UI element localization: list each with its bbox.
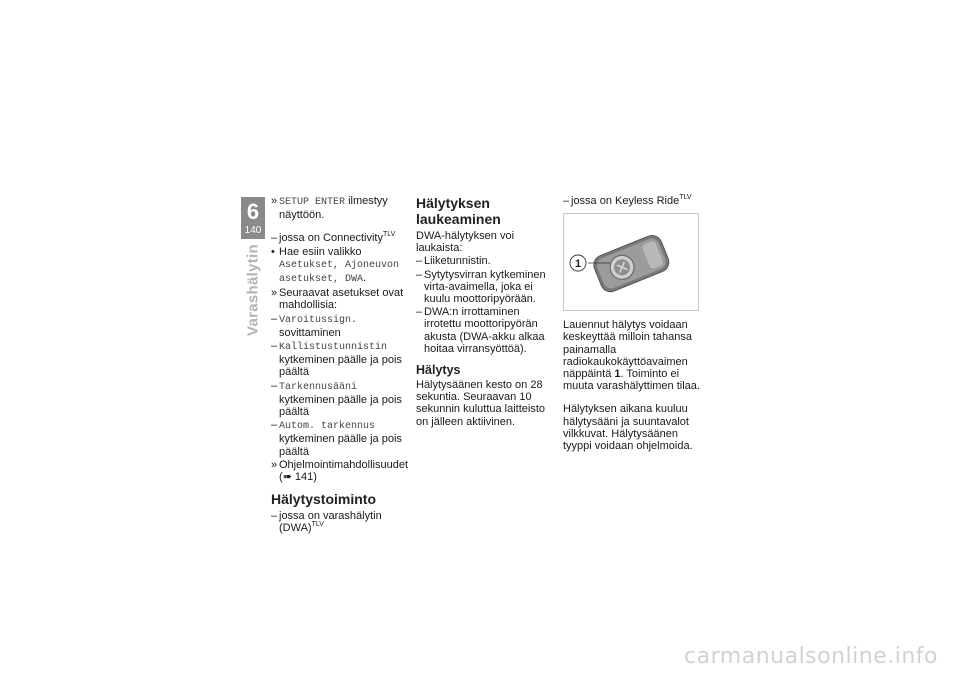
item-text: jossa on Keyless Ride: [571, 195, 680, 207]
list-item: [271, 195, 409, 221]
column-1: [271, 195, 409, 536]
setting-code: Tarkennusääni: [279, 381, 358, 393]
setting-code: Varoitussign.: [279, 314, 358, 326]
menu-path-code: Asetukset, Ajoneuvon asetukset, DWA: [279, 259, 400, 286]
list-item: [416, 306, 554, 355]
item-text: Sytytysvirran kytkeminen virta-avaimella, joka ei kuulu moottoripyörään.: [424, 268, 546, 306]
watermark: carmanualsonline.info: [684, 644, 938, 669]
display-code: SETUP ENTER: [279, 197, 346, 208]
dash-marker: –: [271, 510, 278, 523]
column-3: [563, 195, 701, 453]
list-item: [271, 459, 409, 483]
tlv-superscript: TLV: [311, 521, 324, 529]
dash-marker: –: [416, 306, 423, 319]
list-item: [271, 380, 409, 419]
column-2: [416, 195, 554, 429]
item-text: kytkeminen päälle ja pois päältä: [279, 433, 402, 458]
item-text: Seuraavat asetukset ovat mahdollisia:: [279, 287, 404, 312]
item-text: sovittaminen: [279, 326, 341, 339]
result-marker: »: [271, 287, 278, 300]
section-heading: Hälytyksen laukeaminen: [416, 195, 501, 227]
dash-marker: –: [416, 255, 423, 268]
dash-marker: –: [416, 268, 423, 281]
result-marker: »: [271, 458, 278, 471]
callout-number: 1: [574, 258, 582, 271]
dash-marker: –: [271, 340, 278, 353]
item-text: kytkeminen päälle ja pois päältä: [279, 354, 402, 379]
dash-marker: –: [271, 312, 278, 325]
paragraph-text: . Toiminto ei muuta varashälyttimen tilaa.: [563, 368, 700, 393]
page-number: 140: [244, 225, 262, 236]
paragraph: Hälytyksen aikana kuuluu hälytysääni ja suuntavalot vilkkuvat. Hälytysäänen tyyppi voidaan ohjelmoida.: [563, 403, 693, 453]
dash-marker: –: [271, 379, 278, 392]
item-text: Liiketunnistin.: [424, 255, 491, 268]
list-item: [271, 419, 409, 458]
tlv-superscript: TLV: [382, 231, 396, 239]
section-heading: Hälytystoiminto: [271, 491, 377, 508]
chapter-side-label: Varashälytin: [244, 244, 262, 336]
chapter-tab: [241, 197, 265, 239]
paragraph: [563, 319, 701, 392]
item-text: jossa on varashälytin (DWA): [279, 510, 382, 535]
dash-marker: –: [271, 419, 278, 432]
item-text: kytkeminen päälle ja pois päältä: [279, 393, 402, 419]
bullet-marker: •: [271, 245, 275, 258]
key-fob-illustration: [564, 214, 698, 310]
intro-text: DWA-hälytyksen voi laukaista:: [416, 230, 515, 255]
paragraph-text: Lauennut hälytys voidaan keskeyttää milloin tahansa painamalla radiokaukokäyttöavaimen näppäintä: [563, 319, 693, 381]
chapter-number: 6: [246, 199, 260, 224]
list-item: [271, 246, 409, 287]
item-text: ilmestyy näyttöön.: [279, 195, 388, 222]
dash-marker: –: [271, 232, 278, 245]
item-text: jossa on Connectivity: [279, 232, 383, 245]
list-item: [271, 340, 409, 379]
button-reference: 1: [614, 368, 621, 381]
list-item: [271, 287, 409, 311]
key-fob-figure: [563, 213, 699, 311]
item-text: DWA:n irrottaminen irrotettu moottoripyörän akusta (DWA-akku alkaa hoitaa virransyöttöä).: [424, 306, 545, 355]
key-fob-icon: [591, 233, 672, 295]
tlv-superscript: TLV: [679, 194, 692, 201]
subsection-heading: Hälytys: [416, 363, 461, 378]
paragraph: Hälytysäänen kesto on 28 sekuntia. Seuraavan 10 sekunnin kuluttua laitteisto on jälleen aktiivinen.: [416, 379, 546, 428]
setting-code: Kallistustunnistin: [279, 342, 388, 354]
list-item: [271, 510, 409, 534]
list-item: [563, 195, 701, 207]
list-item: [271, 232, 409, 244]
item-text: Hae esiin valikko: [279, 245, 362, 258]
list-item: [416, 269, 554, 306]
page-reference-link[interactable]: (➠ 141): [279, 471, 317, 484]
list-item: [271, 313, 409, 339]
result-marker: »: [271, 195, 278, 207]
setting-code: Autom. tarkennus: [279, 421, 376, 433]
list-item: [416, 255, 554, 267]
item-text-end: .: [363, 272, 367, 285]
dash-marker: –: [563, 195, 570, 207]
item-text: Ohjelmointimahdollisuudet: [279, 458, 409, 471]
